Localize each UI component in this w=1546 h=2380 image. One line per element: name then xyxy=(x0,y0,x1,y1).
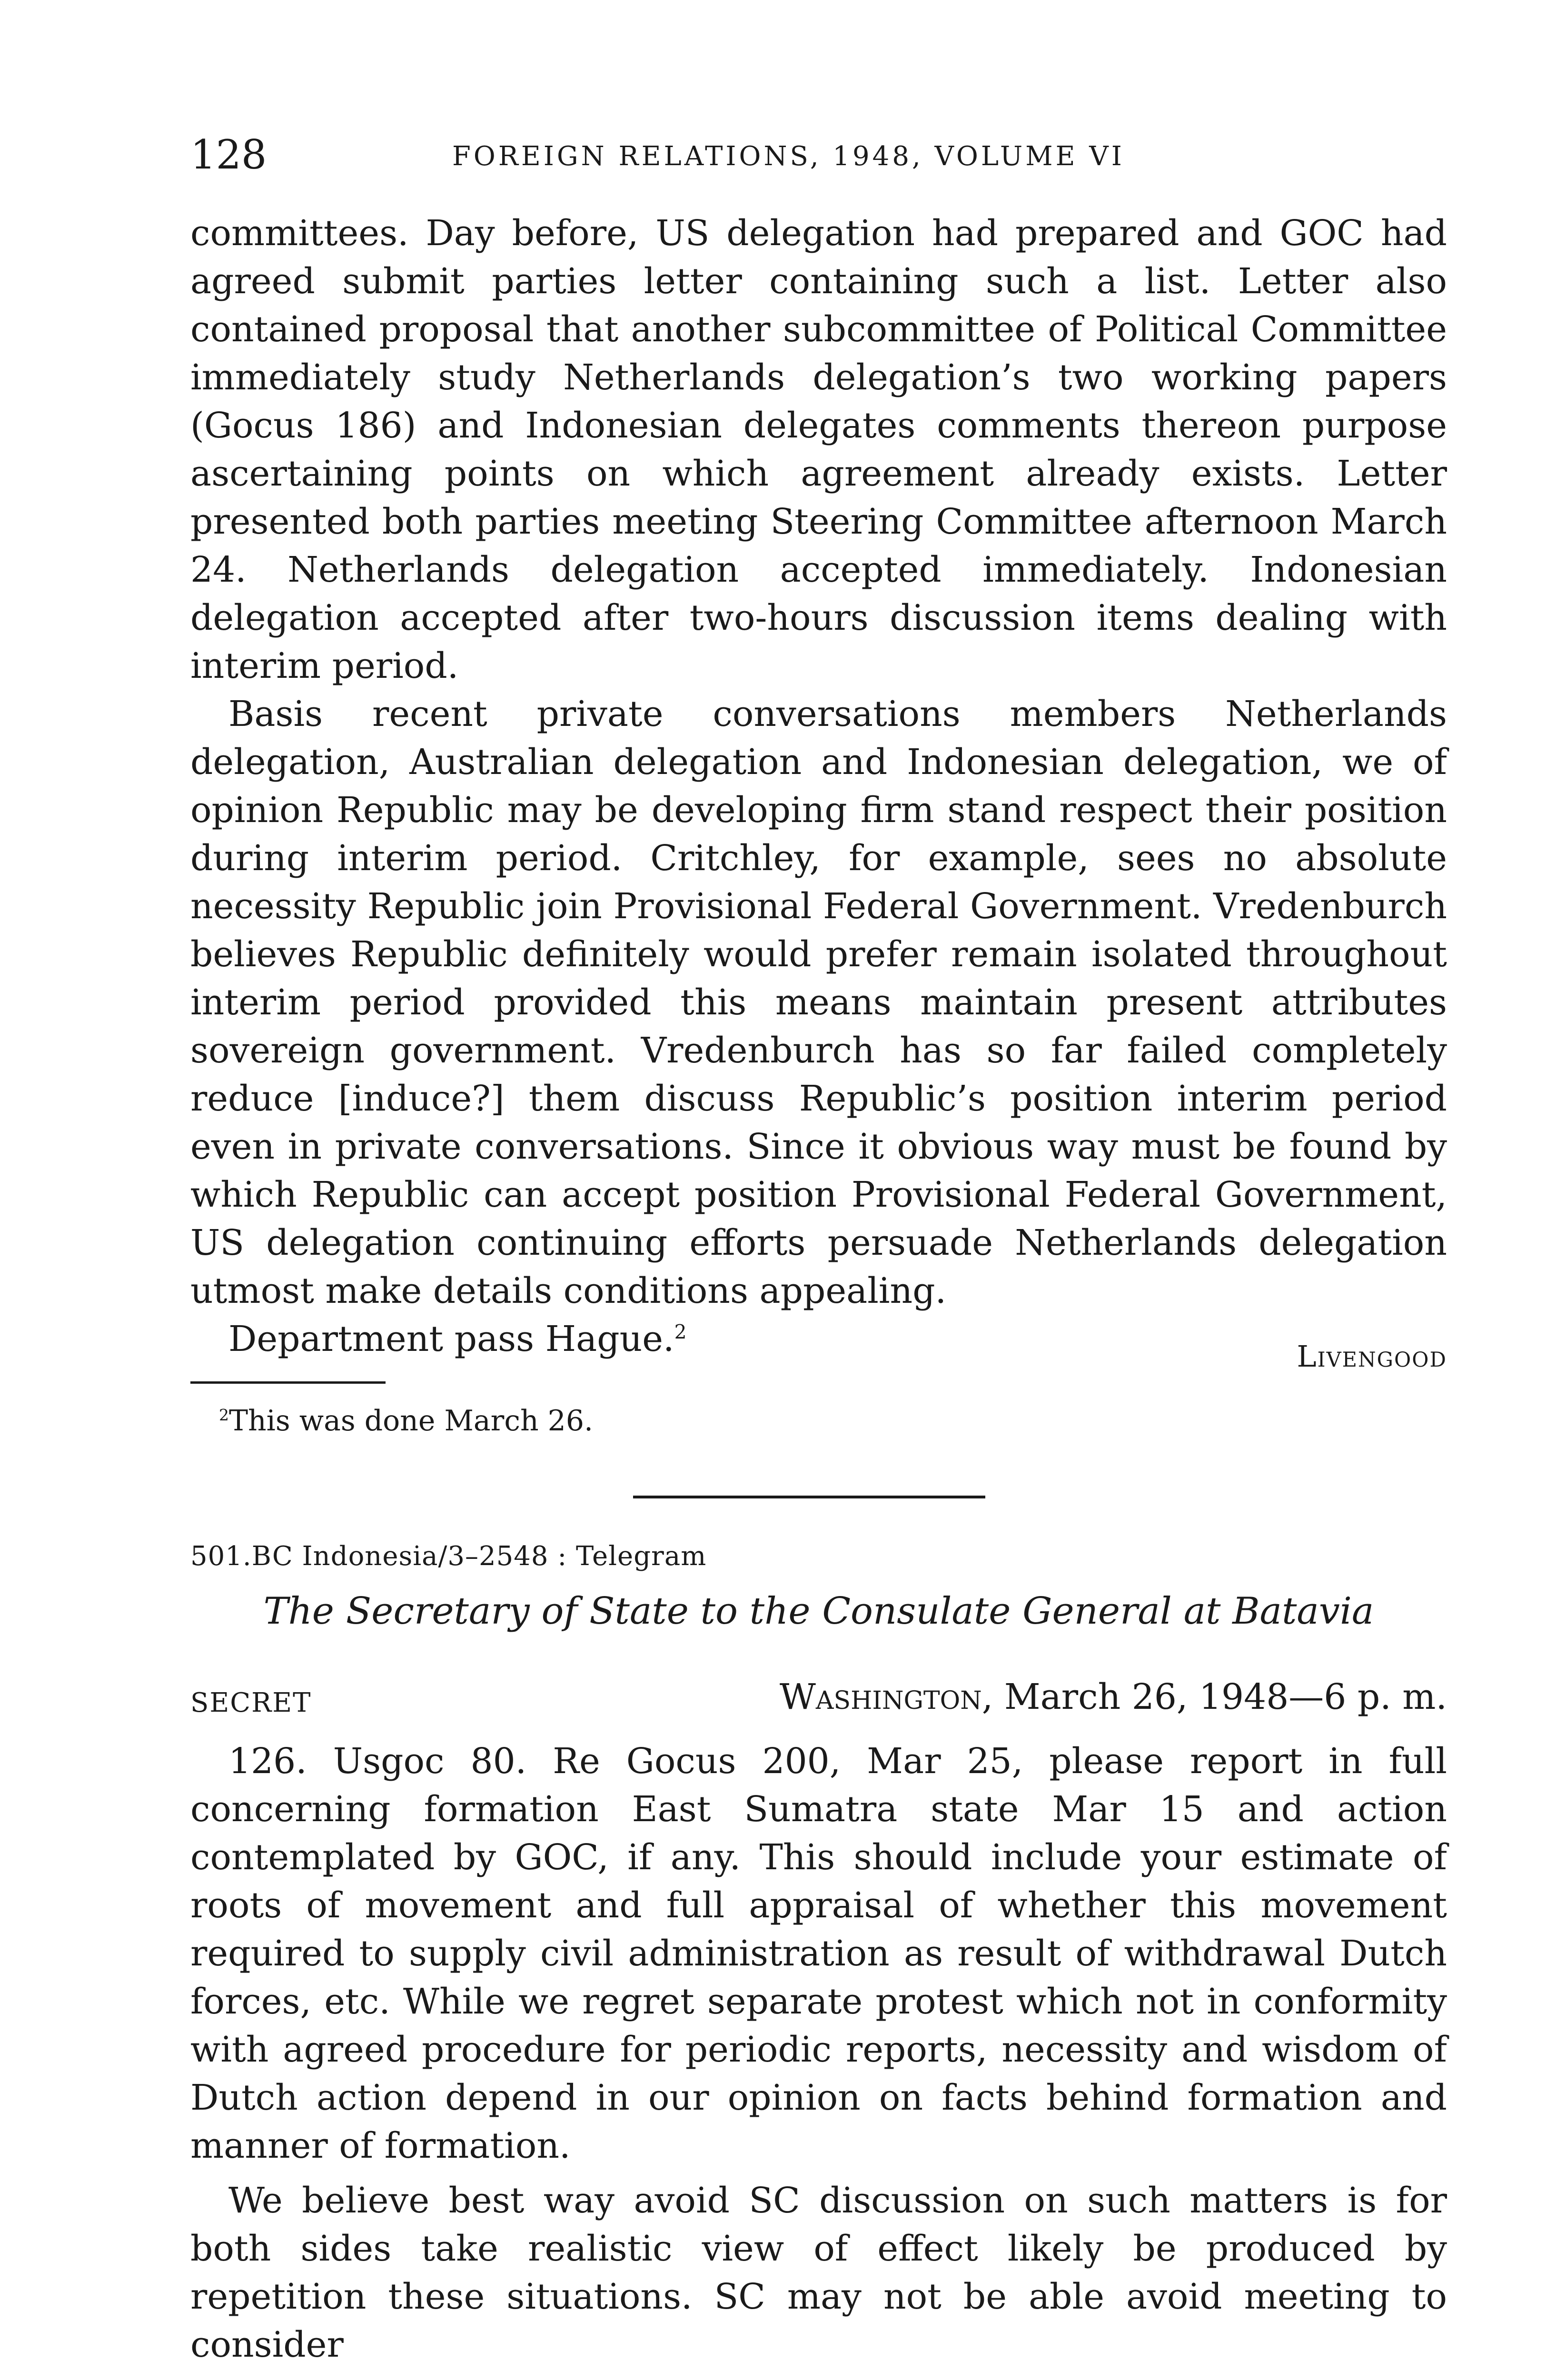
running-head xyxy=(190,129,1447,181)
continuation-paragraph-1: committees. Day before, US delegation had prepared and GOC had agreed submit parties letter containing such a list. Letter also contained proposal that another subcommittee of Political Committee immediately study Netherlands delegation’s two working papers (Gocus 186) and Indonesian delegates comments thereon purpose ascertaining points on which agreement already exists. Letter presented both parties meeting Steering Committee afternoon March 24. Netherlands delegation accepted immediately. Indonesian delegation accepted after two-hours discussion items dealing with interim period. xyxy=(190,213,1447,686)
footnote xyxy=(219,1397,593,1445)
continuation-paragraph-2: Basis recent private conversations members Netherlands delegation, Australian delegation and Indonesian delegation, we of opinion Republic may be developing firm stand respect their position during interim period. Critchley, for example, sees no absolute necessity Republic join Provisional Federal Government. Vredenburch believes Republic definitely would prefer remain isolated throughout interim period provided this means maintain present attributes sovereign government. Vredenburch has so far failed completely reduce [induce?] them discuss Republic’s position interim period even in private conversations. Since it obvious way must be found by which Republic can accept position Provisional Federal Government, US delegation continuing efforts persuade Netherlands delegation utmost make details conditions appealing. xyxy=(190,694,1447,1311)
telegram-paragraph-2: We believe best way avoid SC discussion on such matters is for both sides take realistic view of effect likely be produced by repetition these situations. SC may not be able avoid meeting to consider xyxy=(190,2180,1447,2365)
closing-text: Department pass Hague. xyxy=(228,1319,674,1359)
telegram-paragraph-1: 126. Usgoc 80. Re Gocus 200, Mar 25, please report in full concerning formation East Sumatra state Mar 15 and action contemplated by GOC, if any. This should include your estimate of roots of movement and full appraisal of whether this movement required to supply civil administration as result of withdrawal Dutch forces, etc. While we regret separate protest which not in conformity with agreed procedure for periodic reports, necessity and wisdom of Dutch action depend in our opinion on facts behind formation and manner of formation. xyxy=(190,1741,1447,2166)
dateline xyxy=(733,1671,1447,1723)
telegram-text xyxy=(190,1737,1447,2369)
section-separator xyxy=(633,1496,985,1498)
classification-label: SECRET xyxy=(190,1687,312,1718)
page-number: 128 xyxy=(190,131,267,178)
dateline-date: March 26, 1948—6 p. m. xyxy=(1004,1676,1447,1717)
dateline-place: Washington, xyxy=(779,1676,993,1717)
continuation-text xyxy=(190,209,1447,1363)
document-title: The Secretary of State to the Consulate General at Batavia xyxy=(263,1590,1374,1633)
footnote-rule xyxy=(190,1381,386,1384)
footnote-text: This was done March 26. xyxy=(229,1404,594,1438)
file-reference: 501.BC Indonesia/3–2548 : Telegram xyxy=(190,1541,707,1572)
running-title: FOREIGN RELATIONS, 1948, VOLUME VI xyxy=(452,141,1125,172)
footnote-marker: 2 xyxy=(219,1406,229,1424)
footnote-reference: 2 xyxy=(674,1320,687,1344)
signature: Livengood xyxy=(1297,1339,1447,1374)
